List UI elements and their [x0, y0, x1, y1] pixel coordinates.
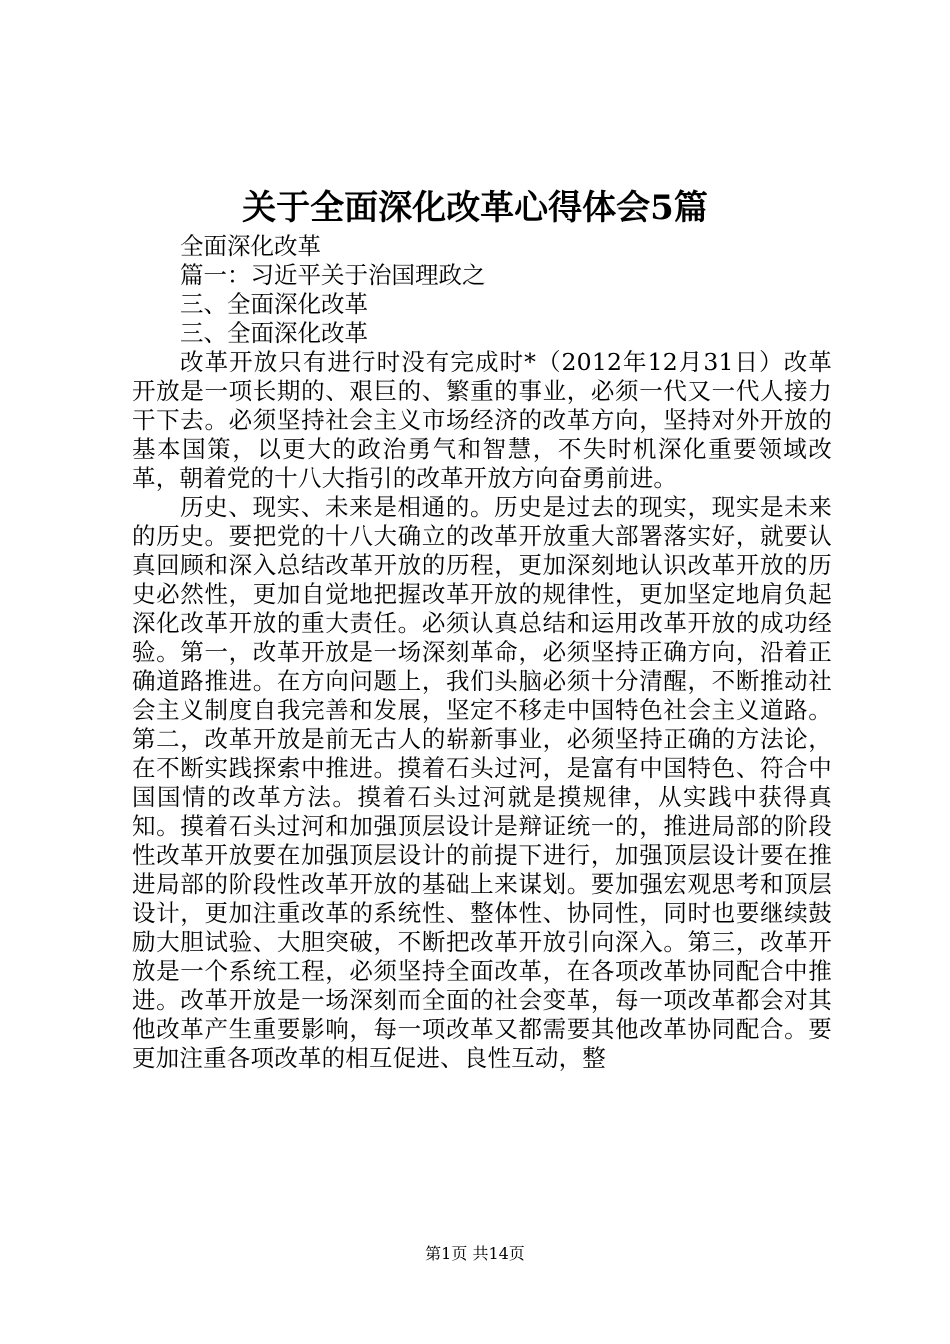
document-body — [132, 232, 832, 1073]
heading-line: 篇一：习近平关于治国理政之 — [180, 261, 486, 289]
heading-line: 三、全面深化改革 — [180, 290, 368, 318]
body-paragraph: 历史、现实、未来是相通的。历史是过去的现实，现实是未来的历史。要把党的十八大确立的改革开放重大部署落实好，就要认真回顾和深入总结改革开放的历程，更加深刻地认识改革开放的历史必然性，更加自觉地把握改革开放的规律性，更加坚定地肩负起深化改革开放的重大责任。必须认真总结和运用改革开放的成功经验。第一，改革开放是一场深刻革命，必须坚持正确方向，沿着正确道路推进。在方向问题上，我们头脑必须十分清醒，不断推动社会主义制度自我完善和发展，坚定不移走中国特色社会主义道路。第二，改革开放是前无古人的崭新事业，必须坚持正确的方法论，在不断实践探索中推进。摸着石头过河，是富有中国特色、符合中国国情的改革方法。摸着石头过河就是摸规律，从实践中获得真知。摸着石头过河和加强顶层设计是辩证统一的，推进局部的阶段性改革开放要在加强顶层设计的前提下进行，加强顶层设计要在推进局部的阶段性改革开放的基础上来谋划。要加强宏观思考和顶层设计，更加注重改革的系统性、整体性、协同性，同时也要继续鼓励大胆试验、大胆突破，不断把改革开放引向深入。第三，改革开放是一个系统工程，必须坚持全面改革，在各项改革协同配合中推进。改革开放是一场深刻而全面的社会变革，每一项改革都会对其他改革产生重要影响，每一项改革又都需要其他改革协同配合。要更加注重各项改革的相互促进、良性互动，整 — [132, 493, 832, 1072]
document-title: 关于全面深化改革心得体会5篇 — [242, 188, 708, 228]
heading-line: 全面深化改革 — [180, 232, 321, 260]
body-paragraph: 改革开放只有进行时没有完成时*（2012年12月31日）改革开放是一项长期的、艰巨的、繁重的事业，必须一代又一代人接力干下去。必须坚持社会主义市场经济的改革方向，坚持对外开放的基本国策，以更大的政治勇气和智慧，不失时机深化重要领域改革，朝着党的十八大指引的改革开放方向奋勇前进。 — [132, 348, 832, 492]
heading-line: 三、全面深化改革 — [180, 319, 368, 347]
page-number: 第1页 共14页 — [425, 1244, 525, 1263]
